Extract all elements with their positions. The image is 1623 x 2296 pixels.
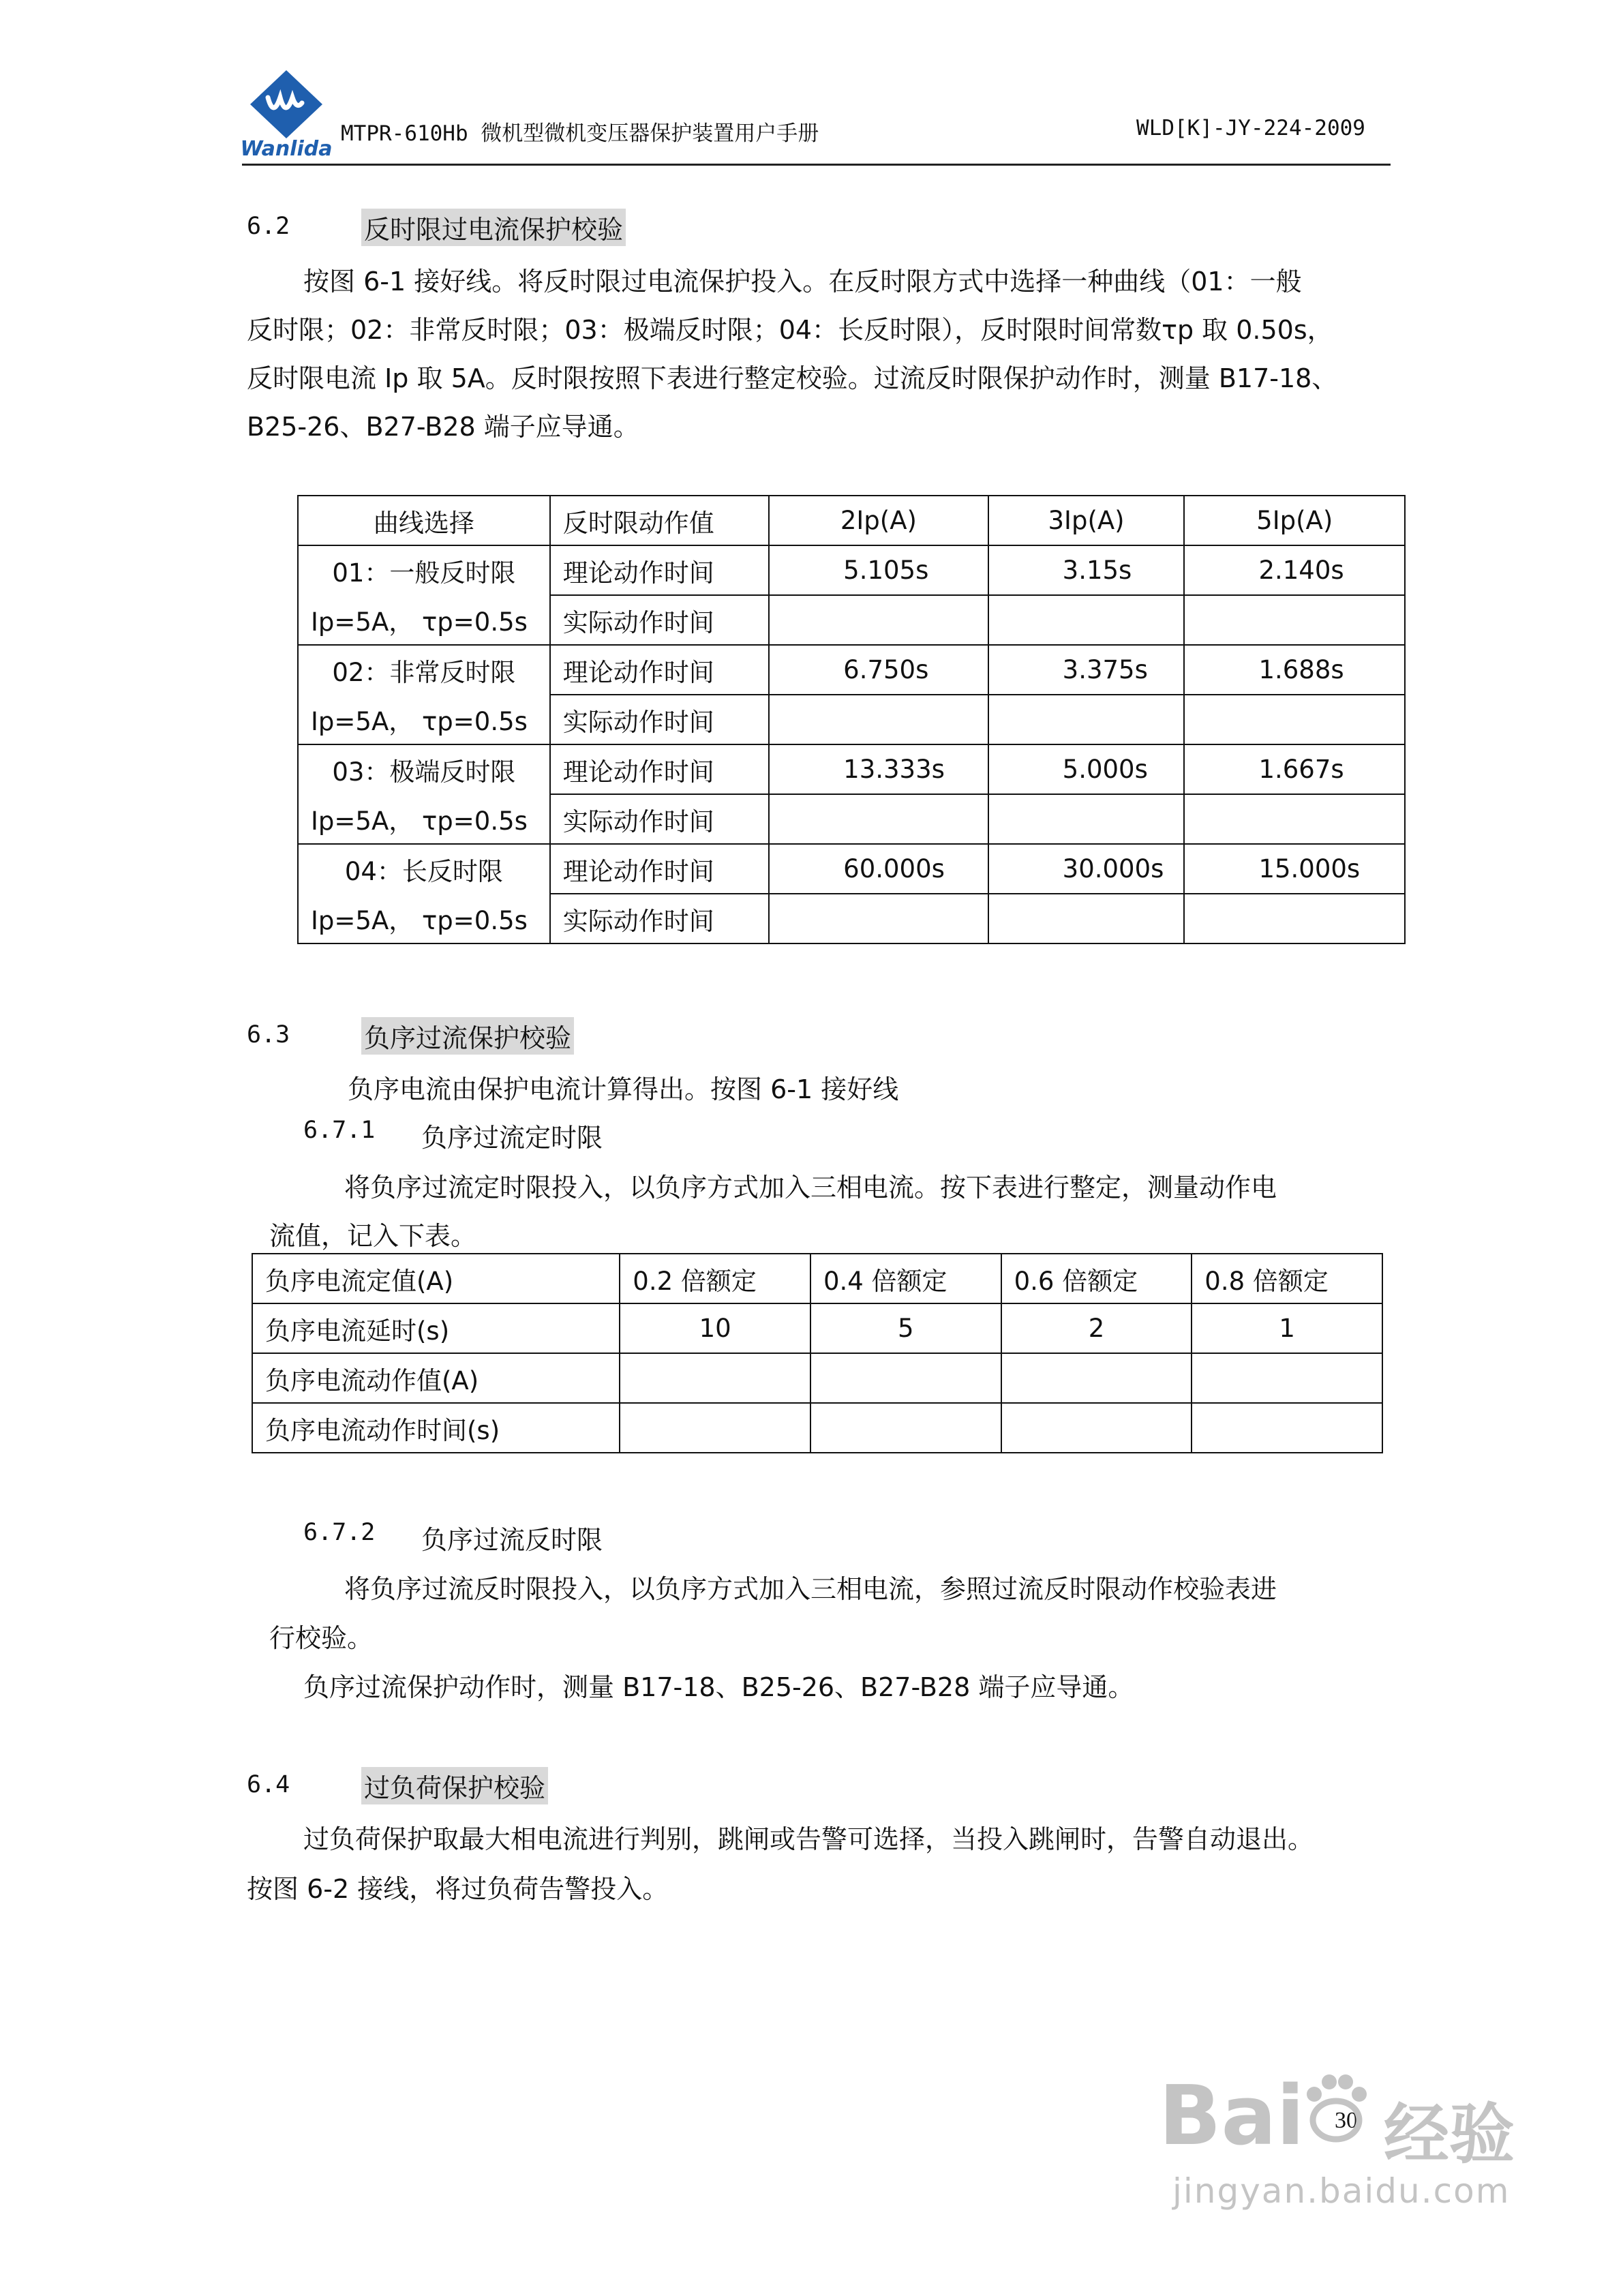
subsection-6-7-1-title: 负序过流定时限 (421, 1123, 603, 1153)
section-6-2-line-4: B25-26、B27-B28 端子应导通。 (247, 412, 639, 442)
subsection-6-7-1-line-1: 将负序过流定时限投入，以负序方式加入三相电流。按下表进行整定，测量动作电 (344, 1173, 1277, 1203)
empty-cell[interactable] (988, 695, 1185, 744)
row-label: 理论动作时间 (550, 844, 769, 894)
header-title: MTPR-610Hb 微机型微机变压器保护装置用户手册 (341, 121, 819, 146)
value-cell: 2.140s (1184, 545, 1405, 595)
empty-cell[interactable] (1192, 1403, 1382, 1453)
empty-cell[interactable] (1184, 794, 1405, 844)
value-cell: 60.000s (769, 844, 988, 894)
value-cell: 13.333s (769, 744, 988, 794)
inverse-time-table (297, 495, 1406, 944)
subsection-6-7-2-line-3: 负序过流保护动作时，测量 B17-18、B25-26、B27-B28 端子应导通。 (303, 1672, 1134, 1702)
header-cell: 3Ip(A) (988, 496, 1185, 545)
table-row (252, 1353, 1382, 1403)
curve-cell: 04：长反时限 (298, 844, 550, 894)
subsection-6-7-1-line-2: 流值，记入下表。 (269, 1221, 477, 1251)
table-row (298, 844, 1405, 894)
table-row (252, 1303, 1382, 1353)
curve-cell: 02：非常反时限 (298, 645, 550, 695)
section-6-3-intro: 负序电流由保护电流计算得出。按图 6-1 接好线 (348, 1074, 899, 1104)
table-row (298, 645, 1405, 695)
header-cell: 反时限动作值 (550, 496, 769, 545)
row-label: 负序电流延时(s) (252, 1303, 620, 1353)
value-cell: 6.750s (769, 645, 988, 695)
empty-cell[interactable] (1184, 894, 1405, 943)
table-cell: 1 (1192, 1303, 1382, 1353)
value-cell: 5.105s (769, 545, 988, 595)
header-cell: 5Ip(A) (1184, 496, 1405, 545)
param-cell: Ip=5A， τp=0.5s (298, 695, 550, 744)
negative-sequence-table (252, 1253, 1383, 1453)
table-cell: 0.2 倍额定 (620, 1254, 810, 1303)
table-cell: 0.6 倍额定 (1001, 1254, 1192, 1303)
table-row (298, 545, 1405, 595)
param-cell: Ip=5A， τp=0.5s (298, 595, 550, 645)
value-cell: 30.000s (988, 844, 1185, 894)
section-6-3-title: 负序过流保护校验 (361, 1017, 574, 1055)
logo-text: Wanlida (240, 137, 333, 160)
empty-cell[interactable] (988, 794, 1185, 844)
row-label: 理论动作时间 (550, 744, 769, 794)
param-cell: Ip=5A， τp=0.5s (298, 894, 550, 943)
empty-cell[interactable] (620, 1403, 810, 1453)
section-6-2-line-3: 反时限电流 Ip 取 5A。反时限按照下表进行整定校验。过流反时限保护动作时，测量 B17-18、 (247, 363, 1338, 393)
row-label: 理论动作时间 (550, 545, 769, 595)
header-rule (242, 164, 1391, 166)
subsection-6-7-1-number: 6.7.1 (303, 1117, 376, 1144)
curve-cell: 03：极端反时限 (298, 744, 550, 794)
section-6-4-title: 过负荷保护校验 (361, 1767, 548, 1804)
header-cell: 曲线选择 (298, 496, 550, 545)
table-row (298, 744, 1405, 794)
table-row (252, 1403, 1382, 1453)
header-doc-code: WLD[K]-JY-224-2009 (1136, 116, 1365, 140)
section-6-2-line-1: 按图 6-1 接好线。将反时限过电流保护投入。在反时限方式中选择一种曲线（01：一般 (303, 267, 1302, 297)
row-label: 理论动作时间 (550, 645, 769, 695)
row-label: 负序电流动作值(A) (252, 1353, 620, 1403)
section-6-3-number: 6.3 (247, 1021, 290, 1048)
empty-cell[interactable] (1192, 1353, 1382, 1403)
value-cell: 1.667s (1184, 744, 1405, 794)
table-row (298, 894, 1405, 943)
subsection-6-7-2-line-1: 将负序过流反时限投入，以负序方式加入三相电流，参照过流反时限动作校验表进 (344, 1574, 1277, 1604)
table-row (252, 1254, 1382, 1303)
empty-cell[interactable] (988, 595, 1185, 645)
row-label: 实际动作时间 (550, 595, 769, 645)
row-label: 实际动作时间 (550, 695, 769, 744)
paw-icon (1295, 2066, 1377, 2147)
empty-cell[interactable] (810, 1403, 1001, 1453)
page-number: 30 (1335, 2108, 1358, 2133)
empty-cell[interactable] (1184, 595, 1405, 645)
empty-cell[interactable] (1001, 1353, 1192, 1403)
table-cell: 10 (620, 1303, 810, 1353)
section-6-2-title: 反时限过电流保护校验 (361, 209, 626, 246)
value-cell: 3.375s (988, 645, 1185, 695)
empty-cell[interactable] (769, 894, 988, 943)
row-label: 负序电流定值(A) (252, 1254, 620, 1303)
table-cell: 0.8 倍额定 (1192, 1254, 1382, 1303)
table-cell: 2 (1001, 1303, 1192, 1353)
row-label: 实际动作时间 (550, 894, 769, 943)
value-cell: 15.000s (1184, 844, 1405, 894)
empty-cell[interactable] (810, 1353, 1001, 1403)
table-cell: 5 (810, 1303, 1001, 1353)
row-label: 实际动作时间 (550, 794, 769, 844)
empty-cell[interactable] (769, 595, 988, 645)
subsection-6-7-2-line-2: 行校验。 (269, 1623, 374, 1653)
wanlida-logo (235, 65, 337, 160)
table-cell: 0.4 倍额定 (810, 1254, 1001, 1303)
table-row (298, 794, 1405, 844)
empty-cell[interactable] (1184, 695, 1405, 744)
value-cell: 5.000s (988, 744, 1185, 794)
value-cell: 3.15s (988, 545, 1185, 595)
empty-cell[interactable] (620, 1353, 810, 1403)
table-header-row (298, 496, 1405, 545)
value-cell: 1.688s (1184, 645, 1405, 695)
table-row (298, 695, 1405, 744)
section-6-4-line-1: 过负荷保护取最大相电流进行判别，跳闸或告警可选择，当投入跳闸时，告警自动退出。 (303, 1824, 1314, 1854)
empty-cell[interactable] (769, 794, 988, 844)
watermark-url: jingyan.baidu.com (1172, 2171, 1511, 2211)
empty-cell[interactable] (769, 695, 988, 744)
section-6-4-line-2: 按图 6-2 接线，将过负荷告警投入。 (247, 1874, 669, 1904)
param-cell: Ip=5A， τp=0.5s (298, 794, 550, 844)
header-cell: 2Ip(A) (769, 496, 988, 545)
subsection-6-7-2-number: 6.7.2 (303, 1519, 376, 1546)
watermark-brand: Bai (1159, 2069, 1305, 2164)
table-row (298, 595, 1405, 645)
subsection-6-7-2-title: 负序过流反时限 (421, 1525, 603, 1555)
section-6-2-number: 6.2 (247, 213, 290, 240)
curve-cell: 01：一般反时限 (298, 545, 550, 595)
row-label: 负序电流动作时间(s) (252, 1403, 620, 1453)
empty-cell[interactable] (1001, 1403, 1192, 1453)
section-6-4-number: 6.4 (247, 1771, 290, 1798)
empty-cell[interactable] (988, 894, 1185, 943)
watermark-brand-2: 经验 (1384, 2096, 1515, 2173)
section-6-2-line-2: 反时限；02：非常反时限；03：极端反时限；04：长反时限），反时限时间常数τp 取 0.50s， (247, 315, 1333, 345)
